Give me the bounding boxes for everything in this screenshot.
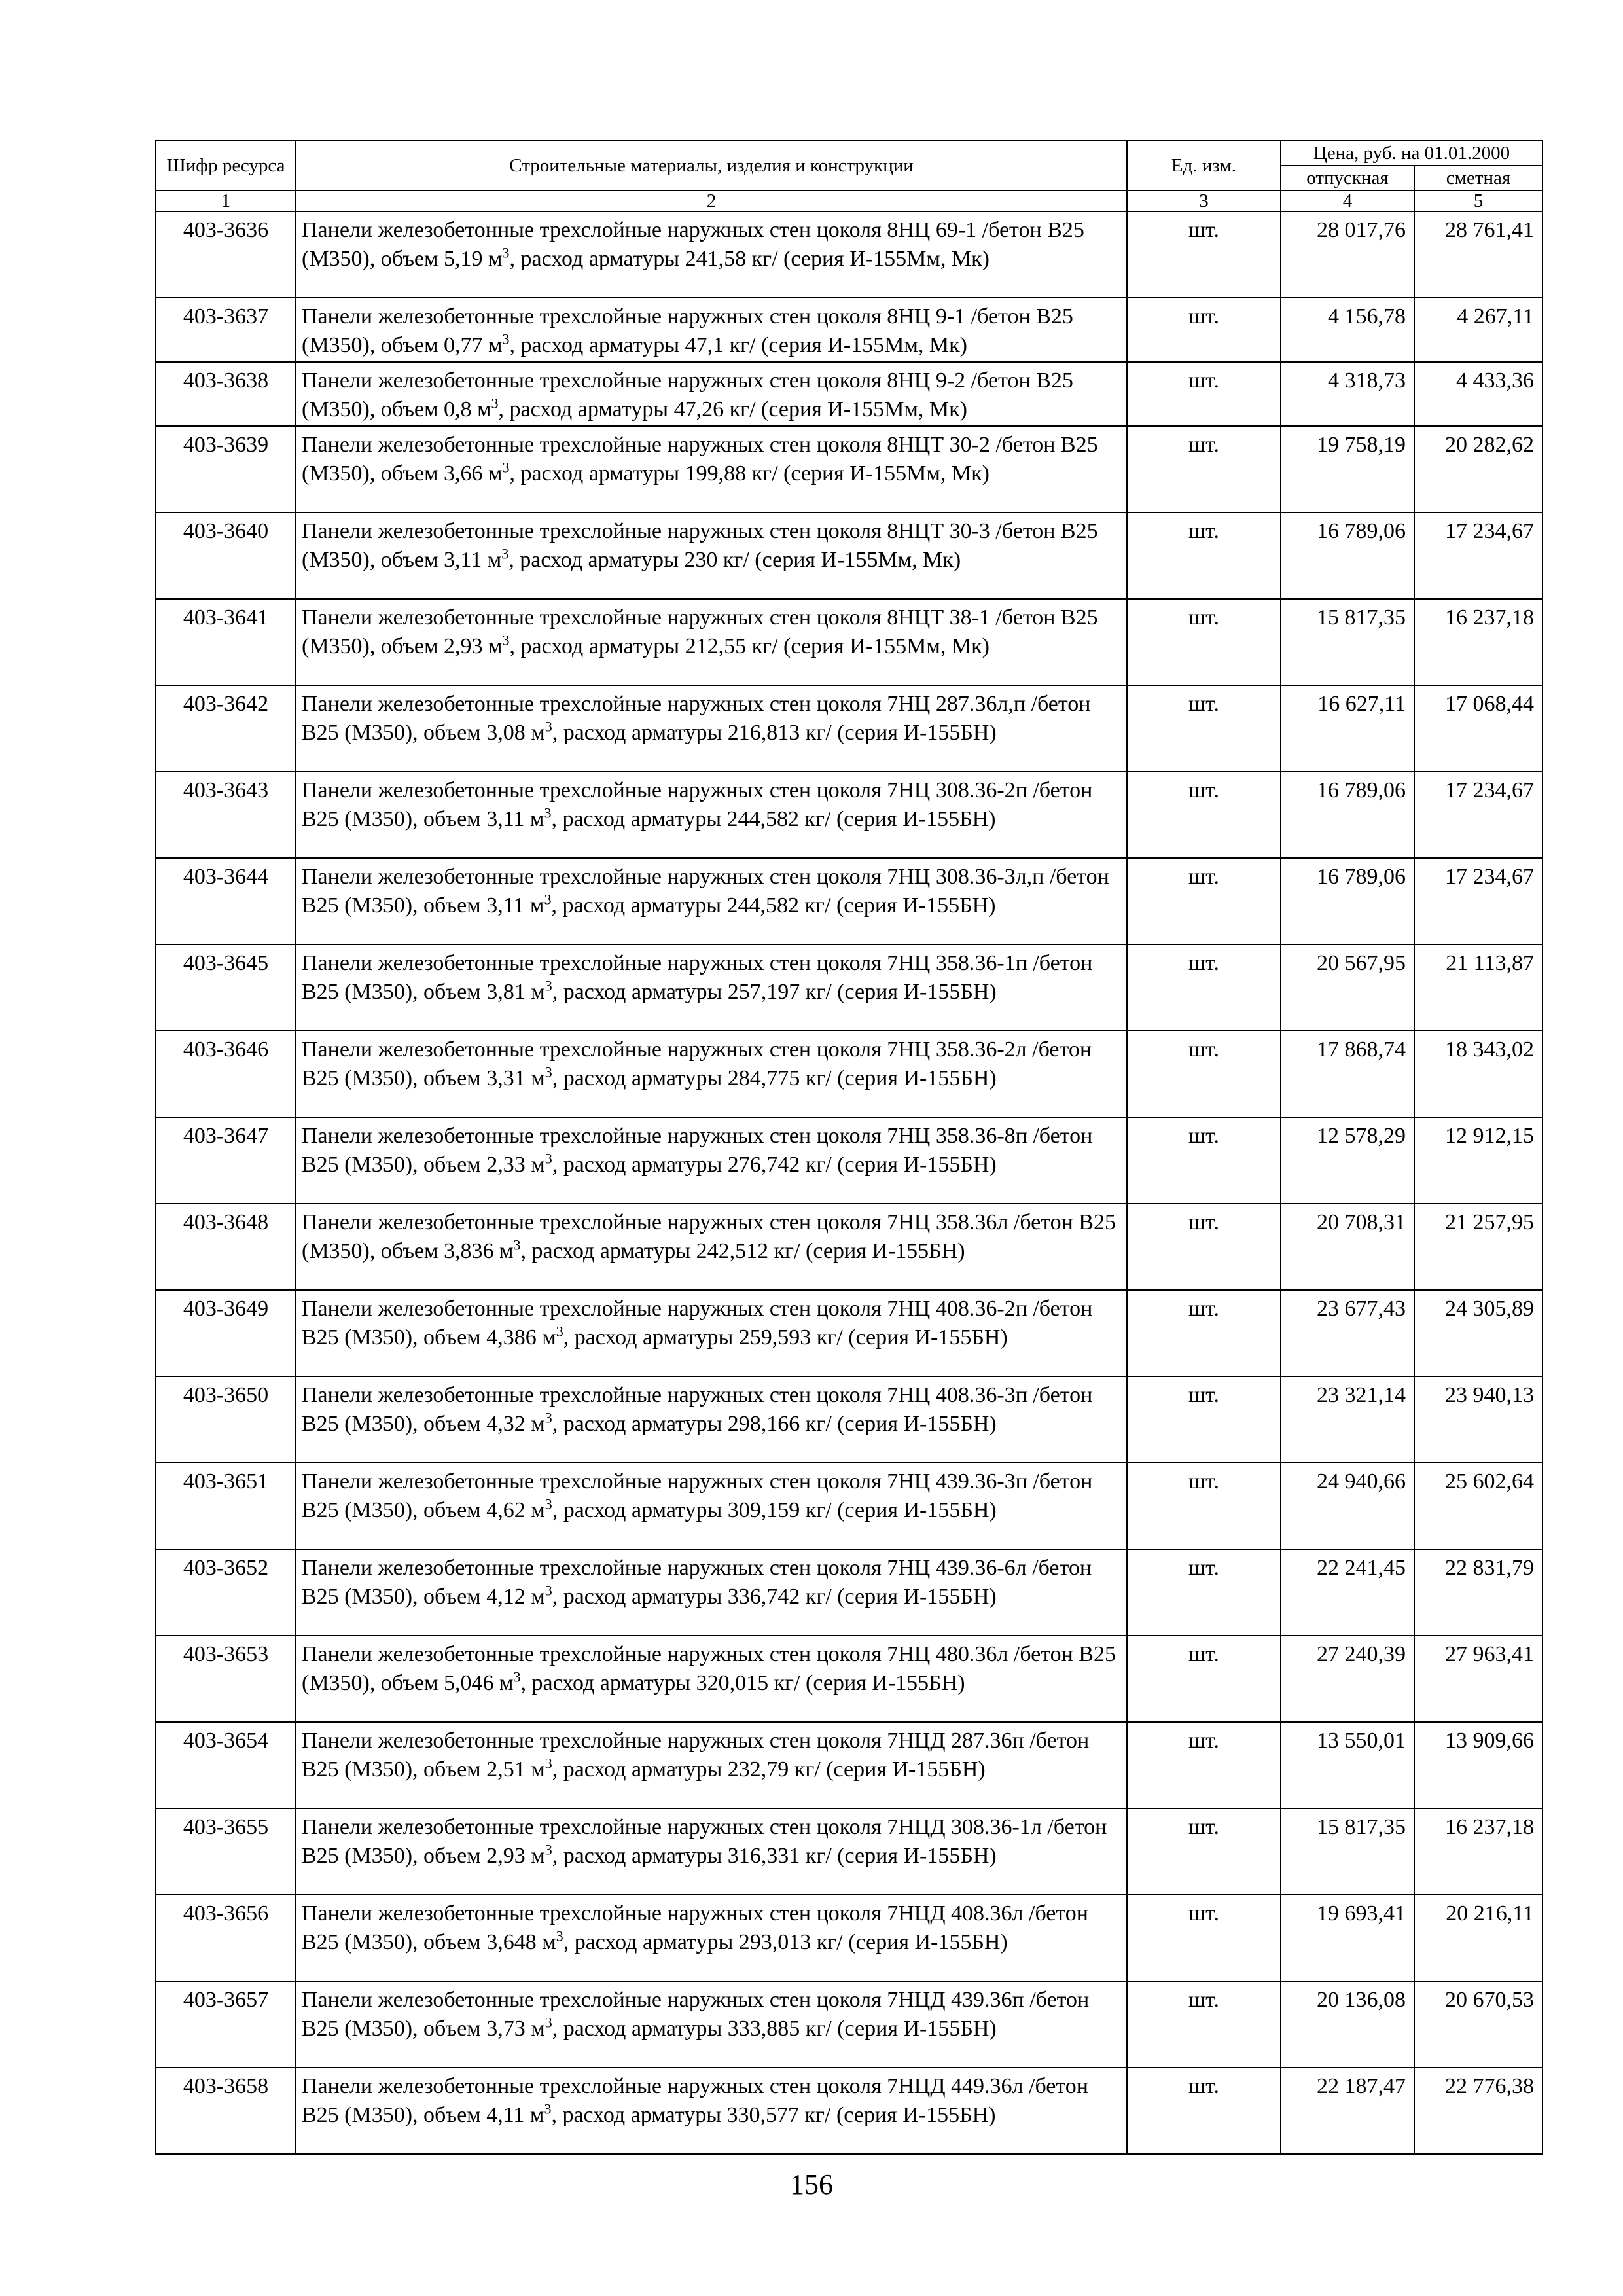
cubic-superscript: 3 xyxy=(544,804,552,821)
row-unit: шт. xyxy=(1127,1204,1281,1290)
row-description xyxy=(296,362,1127,426)
row-release-price: 20 567,95 xyxy=(1281,944,1414,1031)
table-row xyxy=(156,1031,1543,1117)
row-description-tail: , расход арматуры 199,88 кг/ (серия И-155Мм, Мк) xyxy=(509,461,990,486)
cubic-superscript: 3 xyxy=(502,459,510,476)
table-row xyxy=(156,858,1543,944)
row-code: 403-3639 xyxy=(156,426,296,512)
row-description-main: Панели железобетонные трехслойные наружных стен цоколя 7НЦ 308.36-2п /бетон В25 (М350), объем 3,11 м xyxy=(302,778,1093,831)
header-code: Шифр ресурса xyxy=(156,141,296,190)
header-unit: Ед. изм. xyxy=(1127,141,1281,190)
table-row xyxy=(156,211,1543,298)
row-release-price: 13 550,01 xyxy=(1281,1722,1414,1808)
row-release-price: 20 136,08 xyxy=(1281,1981,1414,2068)
row-unit: шт. xyxy=(1127,1636,1281,1722)
row-unit: шт. xyxy=(1127,1117,1281,1204)
cubic-superscript: 3 xyxy=(502,331,510,348)
cubic-superscript: 3 xyxy=(544,2100,552,2117)
column-number-4: 4 xyxy=(1281,190,1414,211)
row-release-price: 19 758,19 xyxy=(1281,426,1414,512)
row-estimate-price: 17 234,67 xyxy=(1414,772,1543,858)
row-description-main: Панели железобетонные трехслойные наружных стен цоколя 7НЦ 358.36-8п /бетон В25 (М350), объем 2,33 м xyxy=(302,1124,1093,1177)
row-description-main: Панели железобетонные трехслойные наружных стен цоколя 7НЦ 308.36-3л,п /бетон В25 (М350), объем 3,11 м xyxy=(302,865,1109,918)
row-estimate-price: 23 940,13 xyxy=(1414,1376,1543,1463)
table-row xyxy=(156,772,1543,858)
table-row xyxy=(156,1808,1543,1895)
row-estimate-price: 22 831,79 xyxy=(1414,1549,1543,1636)
table-row xyxy=(156,944,1543,1031)
row-code: 403-3654 xyxy=(156,1722,296,1808)
table-row xyxy=(156,685,1543,772)
row-description-main: Панели железобетонные трехслойные наружных стен цоколя 7НЦ 408.36-3п /бетон В25 (М350), объем 4,32 м xyxy=(302,1383,1093,1436)
row-description xyxy=(296,2068,1127,2154)
row-release-price: 4 156,78 xyxy=(1281,298,1414,362)
row-unit: шт. xyxy=(1127,1808,1281,1895)
row-description xyxy=(296,1376,1127,1463)
row-estimate-price: 4 433,36 xyxy=(1414,362,1543,426)
row-description-tail: , расход арматуры 257,197 кг/ (серия И-155БН) xyxy=(552,980,997,1004)
row-release-price: 15 817,35 xyxy=(1281,1808,1414,1895)
row-unit: шт. xyxy=(1127,772,1281,858)
table-row xyxy=(156,426,1543,512)
row-release-price: 4 318,73 xyxy=(1281,362,1414,426)
row-description-tail: , расход арматуры 276,742 кг/ (серия И-155БН) xyxy=(552,1153,997,1177)
row-description-tail: , расход арматуры 232,79 кг/ (серия И-155БН) xyxy=(552,1757,986,1782)
row-estimate-price: 4 267,11 xyxy=(1414,298,1543,362)
row-description-main: Панели железобетонные трехслойные наружных стен цоколя 8НЦТ 30-3 /бетон В25 (М350), объем 3,11 м xyxy=(302,519,1098,572)
row-code: 403-3647 xyxy=(156,1117,296,1204)
row-description-main: Панели железобетонные трехслойные наружных стен цоколя 7НЦ 480.36л /бетон В25 (М350), объем 5,046 м xyxy=(302,1642,1116,1695)
cubic-superscript: 3 xyxy=(502,632,510,649)
cubic-superscript: 3 xyxy=(544,1841,552,1858)
header-estimate-price: сметная xyxy=(1414,166,1543,190)
row-estimate-price: 22 776,38 xyxy=(1414,2068,1543,2154)
row-code: 403-3656 xyxy=(156,1895,296,1981)
row-estimate-price: 13 909,66 xyxy=(1414,1722,1543,1808)
row-estimate-price: 27 963,41 xyxy=(1414,1636,1543,1722)
row-description xyxy=(296,1204,1127,1290)
row-release-price: 23 321,14 xyxy=(1281,1376,1414,1463)
row-unit: шт. xyxy=(1127,858,1281,944)
row-description xyxy=(296,298,1127,362)
header-price: Цена, руб. на 01.01.2000 xyxy=(1281,141,1543,166)
column-number-1: 1 xyxy=(156,190,296,211)
row-description-main: Панели железобетонные трехслойные наружных стен цоколя 8НЦ 9-2 /бетон В25 (М350), объем 0,8 м xyxy=(302,368,1073,422)
cubic-superscript: 3 xyxy=(544,718,552,735)
row-code: 403-3640 xyxy=(156,512,296,599)
row-estimate-price: 18 343,02 xyxy=(1414,1031,1543,1117)
column-number-5: 5 xyxy=(1414,190,1543,211)
row-code: 403-3650 xyxy=(156,1376,296,1463)
row-description-tail: , расход арматуры 320,015 кг/ (серия И-155БН) xyxy=(520,1671,965,1695)
row-release-price: 23 677,43 xyxy=(1281,1290,1414,1376)
cubic-superscript: 3 xyxy=(544,1582,552,1599)
row-description-tail: , расход арматуры 241,58 кг/ (серия И-155Мм, Мк) xyxy=(509,247,990,271)
row-release-price: 28 017,76 xyxy=(1281,211,1414,298)
row-description-main: Панели железобетонные трехслойные наружных стен цоколя 8НЦ 9-1 /бетон В25 (М350), объем 0,77 м xyxy=(302,304,1073,357)
row-unit: шт. xyxy=(1127,599,1281,685)
row-unit: шт. xyxy=(1127,2068,1281,2154)
row-unit: шт. xyxy=(1127,211,1281,298)
row-description-tail: , расход арматуры 259,593 кг/ (серия И-155БН) xyxy=(563,1325,1008,1350)
row-description-tail: , расход арматуры 293,013 кг/ (серия И-155БН) xyxy=(563,1930,1008,1954)
row-code: 403-3636 xyxy=(156,211,296,298)
row-code: 403-3646 xyxy=(156,1031,296,1117)
row-description xyxy=(296,685,1127,772)
row-description-main: Панели железобетонные трехслойные наружных стен цоколя 7НЦ 358.36-1п /бетон В25 (М350), объем 3,81 м xyxy=(302,951,1093,1004)
row-description-main: Панели железобетонные трехслойные наружных стен цоколя 8НЦ 69-1 /бетон В25 (М350), объем 5,19 м xyxy=(302,218,1084,271)
row-estimate-price: 21 257,95 xyxy=(1414,1204,1543,1290)
row-description xyxy=(296,1549,1127,1636)
row-code: 403-3653 xyxy=(156,1636,296,1722)
row-estimate-price: 17 068,44 xyxy=(1414,685,1543,772)
table-row xyxy=(156,1981,1543,2068)
row-description-main: Панели железобетонные трехслойные наружных стен цоколя 7НЦД 287.36п /бетон В25 (М350), объем 2,51 м xyxy=(302,1729,1090,1782)
row-code: 403-3652 xyxy=(156,1549,296,1636)
row-description xyxy=(296,1722,1127,1808)
cubic-superscript: 3 xyxy=(513,1236,521,1253)
row-release-price: 17 868,74 xyxy=(1281,1031,1414,1117)
row-description-tail: , расход арматуры 336,742 кг/ (серия И-155БН) xyxy=(552,1585,997,1609)
row-description-main: Панели железобетонные трехслойные наружных стен цоколя 7НЦ 358.36л /бетон В25 (М350), объем 3,836 м xyxy=(302,1210,1116,1263)
row-release-price: 15 817,35 xyxy=(1281,599,1414,685)
row-unit: шт. xyxy=(1127,426,1281,512)
row-unit: шт. xyxy=(1127,1549,1281,1636)
row-release-price: 16 627,11 xyxy=(1281,685,1414,772)
table-row xyxy=(156,1895,1543,1981)
row-description xyxy=(296,599,1127,685)
cubic-superscript: 3 xyxy=(544,891,552,908)
row-description xyxy=(296,1117,1127,1204)
row-description-tail: , расход арматуры 298,166 кг/ (серия И-155БН) xyxy=(552,1412,997,1436)
table-row xyxy=(156,1549,1543,1636)
table-row xyxy=(156,1463,1543,1549)
table-row xyxy=(156,1290,1543,1376)
row-description-tail: , расход арматуры 212,55 кг/ (серия И-155Мм, Мк) xyxy=(509,634,990,658)
row-code: 403-3657 xyxy=(156,1981,296,2068)
row-release-price: 24 940,66 xyxy=(1281,1463,1414,1549)
row-description-main: Панели железобетонные трехслойные наружных стен цоколя 7НЦ 408.36-2п /бетон В25 (М350), объем 4,386 м xyxy=(302,1297,1093,1350)
row-unit: шт. xyxy=(1127,1031,1281,1117)
row-description xyxy=(296,512,1127,599)
cubic-superscript: 3 xyxy=(513,1668,521,1685)
cubic-superscript: 3 xyxy=(556,1323,563,1340)
row-unit: шт. xyxy=(1127,1463,1281,1549)
row-code: 403-3637 xyxy=(156,298,296,362)
row-description xyxy=(296,1808,1127,1895)
cubic-superscript: 3 xyxy=(556,1928,563,1945)
row-code: 403-3642 xyxy=(156,685,296,772)
row-unit: шт. xyxy=(1127,685,1281,772)
cubic-superscript: 3 xyxy=(544,1496,552,1513)
cubic-superscript: 3 xyxy=(544,1755,552,1772)
column-number-2: 2 xyxy=(296,190,1127,211)
row-description xyxy=(296,1636,1127,1722)
row-release-price: 16 789,06 xyxy=(1281,772,1414,858)
row-description xyxy=(296,211,1127,298)
cubic-superscript: 3 xyxy=(502,244,510,261)
row-unit: шт. xyxy=(1127,1290,1281,1376)
row-description-tail: , расход арматуры 333,885 кг/ (серия И-155БН) xyxy=(552,2017,997,2041)
row-description-tail: , расход арматуры 242,512 кг/ (серия И-155БН) xyxy=(520,1239,965,1263)
row-code: 403-3655 xyxy=(156,1808,296,1895)
row-description-main: Панели железобетонные трехслойные наружных стен цоколя 7НЦД 439.36п /бетон В25 (М350), объем 3,73 м xyxy=(302,1988,1090,2041)
row-description-tail: , расход арматуры 309,159 кг/ (серия И-155БН) xyxy=(552,1498,997,1522)
row-description-main: Панели железобетонные трехслойные наружных стен цоколя 7НЦ 287.36л,п /бетон В25 (М350), объем 3,08 м xyxy=(302,692,1091,745)
page-number: 156 xyxy=(790,2168,833,2200)
row-code: 403-3658 xyxy=(156,2068,296,2154)
price-table xyxy=(155,140,1543,2155)
header-release-price: отпускная xyxy=(1281,166,1414,190)
row-release-price: 27 240,39 xyxy=(1281,1636,1414,1722)
row-unit: шт. xyxy=(1127,944,1281,1031)
row-code: 403-3649 xyxy=(156,1290,296,1376)
row-estimate-price: 20 282,62 xyxy=(1414,426,1543,512)
row-release-price: 22 241,45 xyxy=(1281,1549,1414,1636)
row-code: 403-3645 xyxy=(156,944,296,1031)
row-unit: шт. xyxy=(1127,1981,1281,2068)
table-row xyxy=(156,2068,1543,2154)
row-description-main: Панели железобетонные трехслойные наружных стен цоколя 8НЦТ 38-1 /бетон В25 (М350), объем 2,93 м xyxy=(302,605,1098,658)
row-description-tail: , расход арматуры 316,331 кг/ (серия И-155БН) xyxy=(552,1844,997,1868)
row-description-tail: , расход арматуры 330,577 кг/ (серия И-155БН) xyxy=(551,2103,996,2127)
row-description-tail: , расход арматуры 47,26 кг/ (серия И-155Мм, Мк) xyxy=(498,397,967,422)
row-description xyxy=(296,1895,1127,1981)
row-description-tail: , расход арматуры 47,1 кг/ (серия И-155Мм, Мк) xyxy=(509,333,967,357)
row-code: 403-3638 xyxy=(156,362,296,426)
column-number-3: 3 xyxy=(1127,190,1281,211)
row-unit: шт. xyxy=(1127,1722,1281,1808)
row-description xyxy=(296,1981,1127,2068)
row-release-price: 19 693,41 xyxy=(1281,1895,1414,1981)
row-estimate-price: 20 670,53 xyxy=(1414,1981,1543,2068)
row-unit: шт. xyxy=(1127,1895,1281,1981)
row-description-main: Панели железобетонные трехслойные наружных стен цоколя 7НЦ 358.36-2л /бетон В25 (М350), объем 3,31 м xyxy=(302,1037,1092,1090)
row-release-price: 20 708,31 xyxy=(1281,1204,1414,1290)
row-estimate-price: 21 113,87 xyxy=(1414,944,1543,1031)
row-estimate-price: 16 237,18 xyxy=(1414,599,1543,685)
cubic-superscript: 3 xyxy=(544,1064,552,1081)
table-row xyxy=(156,1722,1543,1808)
cubic-superscript: 3 xyxy=(544,977,552,994)
row-unit: шт. xyxy=(1127,298,1281,362)
row-description-tail: , расход арматуры 216,813 кг/ (серия И-155БН) xyxy=(552,721,997,745)
row-description-main: Панели железобетонные трехслойные наружных стен цоколя 8НЦТ 30-2 /бетон В25 (М350), объем 3,66 м xyxy=(302,433,1098,486)
row-description-main: Панели железобетонные трехслойные наружных стен цоколя 7НЦ 439.36-3п /бетон В25 (М350), объем 4,62 м xyxy=(302,1469,1093,1522)
row-unit: шт. xyxy=(1127,1376,1281,1463)
row-description-tail: , расход арматуры 244,582 кг/ (серия И-155БН) xyxy=(551,893,996,918)
row-description xyxy=(296,1463,1127,1549)
table-row xyxy=(156,1376,1543,1463)
row-description xyxy=(296,426,1127,512)
header-name: Строительные материалы, изделия и конструкции xyxy=(296,141,1127,190)
table-row xyxy=(156,298,1543,362)
row-estimate-price: 17 234,67 xyxy=(1414,512,1543,599)
table-row xyxy=(156,1204,1543,1290)
row-description-main: Панели железобетонные трехслойные наружных стен цоколя 7НЦД 449.36л /бетон В25 (М350), объем 4,11 м xyxy=(302,2074,1088,2127)
row-description xyxy=(296,772,1127,858)
table-row xyxy=(156,362,1543,426)
table-row xyxy=(156,599,1543,685)
table-row xyxy=(156,1636,1543,1722)
row-description xyxy=(296,944,1127,1031)
cubic-superscript: 3 xyxy=(491,395,499,412)
row-estimate-price: 28 761,41 xyxy=(1414,211,1543,298)
row-estimate-price: 24 305,89 xyxy=(1414,1290,1543,1376)
row-description xyxy=(296,858,1127,944)
row-description-main: Панели железобетонные трехслойные наружных стен цоколя 7НЦ 439.36-6л /бетон В25 (М350), объем 4,12 м xyxy=(302,1556,1092,1609)
row-description xyxy=(296,1290,1127,1376)
row-code: 403-3648 xyxy=(156,1204,296,1290)
row-release-price: 22 187,47 xyxy=(1281,2068,1414,2154)
row-release-price: 16 789,06 xyxy=(1281,858,1414,944)
row-estimate-price: 12 912,15 xyxy=(1414,1117,1543,1204)
cubic-superscript: 3 xyxy=(501,545,509,562)
row-estimate-price: 25 602,64 xyxy=(1414,1463,1543,1549)
row-release-price: 12 578,29 xyxy=(1281,1117,1414,1204)
table-row xyxy=(156,512,1543,599)
cubic-superscript: 3 xyxy=(544,1150,552,1167)
row-description-main: Панели железобетонные трехслойные наружных стен цоколя 7НЦД 308.36-1л /бетон В25 (М350), объем 2,93 м xyxy=(302,1815,1107,1868)
row-code: 403-3641 xyxy=(156,599,296,685)
row-estimate-price: 16 237,18 xyxy=(1414,1808,1543,1895)
cubic-superscript: 3 xyxy=(544,2014,552,2031)
row-estimate-price: 17 234,67 xyxy=(1414,858,1543,944)
row-description-tail: , расход арматуры 244,582 кг/ (серия И-155БН) xyxy=(551,807,996,831)
row-release-price: 16 789,06 xyxy=(1281,512,1414,599)
row-unit: шт. xyxy=(1127,512,1281,599)
table-header xyxy=(156,141,1543,211)
row-code: 403-3644 xyxy=(156,858,296,944)
row-code: 403-3651 xyxy=(156,1463,296,1549)
row-code: 403-3643 xyxy=(156,772,296,858)
row-unit: шт. xyxy=(1127,362,1281,426)
row-estimate-price: 20 216,11 xyxy=(1414,1895,1543,1981)
row-description-main: Панели железобетонные трехслойные наружных стен цоколя 7НЦД 408.36л /бетон В25 (М350), объем 3,648 м xyxy=(302,1901,1088,1954)
row-description-tail: , расход арматуры 284,775 кг/ (серия И-155БН) xyxy=(552,1066,997,1090)
table-body xyxy=(156,211,1543,2154)
row-description-tail: , расход арматуры 230 кг/ (серия И-155Мм, Мк) xyxy=(508,548,961,572)
table-row xyxy=(156,1117,1543,1204)
row-description xyxy=(296,1031,1127,1117)
cubic-superscript: 3 xyxy=(544,1409,552,1426)
